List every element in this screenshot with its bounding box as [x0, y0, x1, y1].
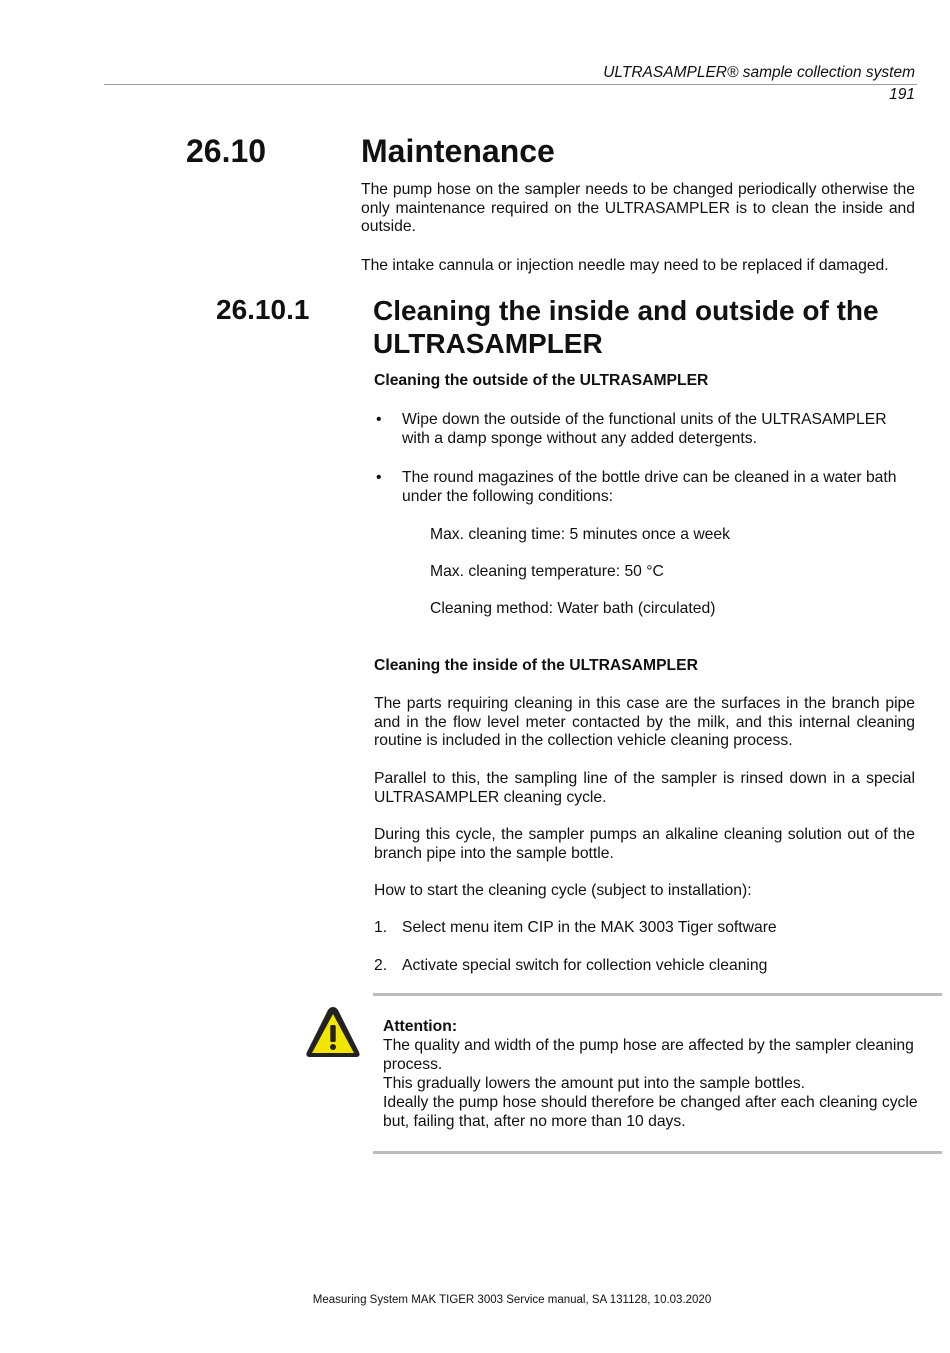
attention-line: process.	[383, 1056, 443, 1073]
warning-triangle-icon	[303, 1003, 363, 1061]
attention-heading: Attention:	[383, 1018, 458, 1035]
step-number: 2.	[374, 957, 388, 974]
inside-paragraph: The parts requiring cleaning in this case are the surfaces in the branch pipe and in the flow level meter contacted by the milk, and this internal cleaning routine is included in the collection vehicle cleaning process.	[374, 695, 915, 750]
attention-line: The quality and width of the pump hose are affected by the sampler cleaning	[383, 1037, 914, 1054]
attention-line: This gradually lowers the amount put into the sample bottles.	[383, 1075, 806, 1092]
step-text: Activate special switch for collection vehicle cleaning	[402, 957, 768, 974]
attention-bottom-rule	[373, 1151, 942, 1154]
subsection-title: Cleaning the inside and outside of the ULTRASAMPLER	[373, 295, 879, 359]
inside-cleaning-heading: Cleaning the inside of the ULTRASAMPLER	[374, 657, 698, 674]
step-text: Select menu item CIP in the MAK 3003 Tiger software	[402, 919, 777, 936]
inside-paragraph: How to start the cleaning cycle (subject to installation):	[374, 882, 752, 899]
cleaning-condition: Max. cleaning temperature: 50 °C	[430, 563, 664, 580]
outside-cleaning-heading: Cleaning the outside of the ULTRASAMPLER	[374, 372, 709, 389]
subsection-number: 26.10.1	[216, 294, 310, 325]
attention-top-rule	[373, 993, 942, 996]
section-paragraph: The intake cannula or injection needle may need to be replaced if damaged.	[361, 257, 889, 274]
inside-paragraph: During this cycle, the sampler pumps an alkaline cleaning solution out of the branch pipe into the sample bottle.	[374, 826, 915, 862]
attention-line: but, failing that, after no more than 10 days.	[383, 1113, 686, 1130]
page-footer: Measuring System MAK TIGER 3003 Service manual, SA 131128, 10.03.2020	[312, 1294, 712, 1306]
bullet-marker: •	[376, 469, 382, 486]
section-paragraph: The pump hose on the sampler needs to be changed periodically otherwise the only maintenance required on the ULTRASAMPLER is to clean the inside and outside.	[361, 181, 915, 236]
bullet-marker: •	[376, 411, 382, 428]
cleaning-condition: Cleaning method: Water bath (circulated)	[430, 600, 716, 617]
bullet-item: Wipe down the outside of the functional units of the ULTRASAMPLER with a damp sponge without any added detergents.	[402, 411, 887, 447]
running-header-title: ULTRASAMPLER® sample collection system	[603, 64, 915, 81]
page-number: 191	[889, 86, 915, 103]
cleaning-condition: Max. cleaning time: 5 minutes once a week	[430, 526, 730, 543]
section-number: 26.10	[186, 133, 267, 169]
inside-paragraph: Parallel to this, the sampling line of the sampler is rinsed down in a special ULTRASAMPLER cleaning cycle.	[374, 770, 915, 806]
bullet-item: The round magazines of the bottle drive can be cleaned in a water bath under the following conditions:	[402, 469, 897, 505]
header-divider	[104, 84, 917, 85]
section-title: Maintenance	[361, 133, 555, 169]
step-number: 1.	[374, 919, 388, 936]
attention-line: Ideally the pump hose should therefore be changed after each cleaning cycle	[383, 1094, 918, 1111]
